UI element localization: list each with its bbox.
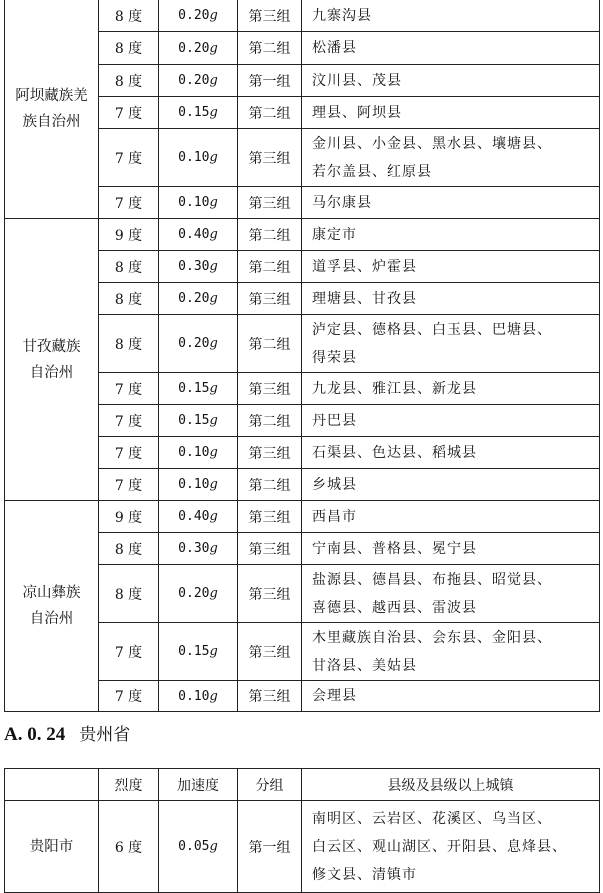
group-cell [238,32,302,65]
intensity-value: 7 度 [114,644,143,661]
intensity-cell [99,373,159,405]
acceleration-cell [159,251,238,283]
group-value: 第二组 [248,227,291,244]
intensity-value: 7 度 [114,689,143,705]
towns-cell [302,533,600,565]
towns-cell [302,405,600,437]
group-cell [238,405,302,437]
acceleration-value: 0.30 [178,541,210,556]
acceleration-cell [159,129,238,187]
intensity-value: 8 度 [114,41,143,57]
towns-cell [302,801,600,893]
intensity-value: 8 度 [114,259,143,276]
acceleration-cell [159,469,238,501]
intensity-cell [99,283,159,315]
acceleration-value: 0.20 [178,73,210,88]
intensity-value: 6 度 [114,839,143,856]
intensity-cell [99,405,159,437]
acceleration-cell [159,801,238,893]
intensity-cell [99,801,159,893]
section-heading [4,720,130,746]
acceleration-unit: g [209,586,218,601]
intensity-cell [99,533,159,565]
intensity-value: 7 度 [114,150,143,167]
acceleration-unit: g [209,150,218,165]
acceleration-cell [159,501,238,533]
header-group: 分组 [238,769,302,801]
acceleration-value: 0.20 [178,40,210,56]
group-value: 第三组 [248,509,291,526]
group-cell [238,65,302,97]
towns-cell [302,0,600,32]
towns-line: 喜德县、越西县、雷波县 [312,599,477,616]
acceleration-cell [159,32,238,65]
intensity-cell [99,251,159,283]
acceleration-value: 0.30 [178,259,210,274]
towns-line: 盐源县、德昌县、布拖县、昭觉县、 [312,571,552,588]
group-value: 第三组 [248,150,291,167]
group-value: 第一组 [248,73,291,90]
acceleration-value: 0.10 [178,195,210,210]
acceleration-value: 0.20 [178,586,210,601]
intensity-value: 7 度 [114,477,143,494]
intensity-value: 9 度 [114,509,143,526]
towns-line: 甘洛县、美姑县 [312,657,417,674]
acceleration-cell [159,405,238,437]
table-body [5,0,600,712]
group-value: 第三组 [248,644,291,661]
header-towns: 县级及县级以上城镇 [302,769,600,801]
towns-cell [302,97,600,129]
region-cell [5,0,99,219]
intensity-value: 7 度 [114,381,143,398]
acceleration-unit: g [209,839,218,854]
acceleration-value: 0.10 [178,150,210,165]
acceleration-unit: g [209,688,218,704]
intensity-cell [99,315,159,373]
towns-line: 松潘县 [312,40,357,56]
acceleration-value: 0.20 [178,291,210,306]
section-number: A. 0. 24 [4,724,66,745]
intensity-cell [99,565,159,623]
header-intensity: 烈度 [99,769,159,801]
acceleration-unit: g [209,541,218,556]
group-value: 第三组 [248,8,291,25]
towns-line: 九龙县、雅江县、新龙县 [312,380,477,397]
acceleration-cell [159,373,238,405]
towns-line: 乡城县 [312,476,357,493]
acceleration-unit: g [209,259,218,274]
towns-line: 马尔康县 [312,194,372,211]
acceleration-value: 0.05 [178,839,210,854]
group-value: 第二组 [248,259,291,276]
acceleration-unit: g [209,477,218,492]
group-cell [238,251,302,283]
towns-line: 汶川县、茂县 [312,72,402,89]
towns-line: 丹巴县 [312,412,357,429]
acceleration-unit: g [209,445,218,460]
group-value: 第二组 [248,41,291,57]
acceleration-value: 0.20 [178,336,210,351]
table-row [5,219,600,251]
towns-cell [302,565,600,623]
acceleration-unit: g [209,381,218,396]
intensity-value: 7 度 [114,413,143,430]
intensity-value: 8 度 [114,586,143,603]
group-cell [238,373,302,405]
acceleration-unit: g [209,195,218,210]
acceleration-cell [159,623,238,681]
acceleration-cell [159,437,238,469]
header-acceleration: 加速度 [159,769,238,801]
towns-line: 白云区、观山湖区、开阳县、息烽县、 [312,838,567,855]
acceleration-unit: g [209,644,218,659]
towns-cell [302,373,600,405]
group-value: 第一组 [248,839,291,856]
acceleration-value: 0.15 [178,644,210,659]
group-value: 第二组 [248,336,291,353]
towns-line: 南明区、云岩区、花溪区、乌当区、 [312,810,552,827]
group-cell [238,219,302,251]
intensity-cell [99,219,159,251]
towns-line: 修文县、清镇市 [312,866,417,883]
acceleration-value: 0.10 [178,477,210,492]
towns-cell [302,251,600,283]
towns-cell [302,187,600,219]
region-name-line: 贵阳市 [29,838,74,855]
header-region [5,769,99,801]
acceleration-unit: g [209,509,218,524]
table-body [5,801,600,893]
group-value: 第二组 [248,477,291,494]
acceleration-unit: g [209,336,218,351]
intensity-cell [99,32,159,65]
group-value: 第三组 [248,541,291,558]
group-value: 第三组 [248,291,291,308]
towns-cell [302,315,600,373]
group-cell [238,565,302,623]
group-value: 第三组 [248,689,291,705]
region-name-line: 阿坝藏族羌 [15,88,88,104]
table-row [5,501,600,533]
towns-cell [302,469,600,501]
group-cell [238,533,302,565]
group-cell [238,801,302,893]
intensity-cell [99,437,159,469]
towns-line: 西昌市 [312,508,357,525]
acceleration-cell [159,65,238,97]
towns-line: 宁南县、普格县、冕宁县 [312,540,477,557]
towns-cell [302,129,600,187]
intensity-cell [99,97,159,129]
group-cell [238,129,302,187]
region-cell [5,801,99,893]
region-name-line: 族自治州 [22,114,81,130]
intensity-value: 8 度 [114,541,143,558]
group-value: 第三组 [248,586,291,603]
acceleration-value: 0.10 [178,445,210,460]
acceleration-cell [159,219,238,251]
group-cell [238,0,302,32]
region-name-line: 自治州 [29,364,74,381]
acceleration-value: 0.20 [178,8,210,23]
table-row [5,0,600,32]
intensity-cell [99,681,159,712]
towns-line: 理塘县、甘孜县 [312,290,417,307]
intensity-cell [99,65,159,97]
towns-line: 会理县 [312,688,357,704]
acceleration-cell [159,565,238,623]
towns-cell [302,219,600,251]
acceleration-cell [159,97,238,129]
group-value: 第三组 [248,381,291,398]
towns-cell [302,623,600,681]
intensity-value: 8 度 [114,8,143,25]
towns-line: 泸定县、德格县、白玉县、巴塘县、 [312,321,552,338]
intensity-value: 9 度 [114,227,143,244]
acceleration-cell [159,533,238,565]
seismic-table-sichuan [4,0,600,712]
acceleration-unit: g [209,40,218,56]
group-cell [238,97,302,129]
group-cell [238,187,302,219]
acceleration-unit: g [209,413,218,428]
intensity-value: 7 度 [114,105,143,122]
group-cell [238,283,302,315]
towns-cell [302,283,600,315]
intensity-cell [99,501,159,533]
group-cell [238,469,302,501]
towns-line: 木里藏族自治县、会东县、金阳县、 [312,629,552,646]
intensity-cell [99,129,159,187]
towns-cell [302,65,600,97]
header-row [5,769,600,801]
seismic-table-guizhou [4,768,600,893]
towns-line: 石渠县、色达县、稻城县 [312,444,477,461]
intensity-value: 8 度 [114,73,143,90]
acceleration-value: 0.15 [178,105,210,120]
intensity-value: 8 度 [114,336,143,353]
acceleration-cell [159,315,238,373]
group-cell [238,681,302,712]
intensity-value: 7 度 [114,445,143,462]
towns-line: 得荣县 [312,349,357,366]
region-cell [5,501,99,712]
group-cell [238,501,302,533]
group-cell [238,437,302,469]
towns-cell [302,32,600,65]
acceleration-value: 0.15 [178,381,210,396]
towns-line: 康定市 [312,226,357,243]
group-cell [238,315,302,373]
region-name-line: 自治州 [29,611,74,627]
intensity-value: 7 度 [114,195,143,212]
region-name-line: 甘孜藏族 [22,338,81,355]
towns-line: 金川县、小金县、黑水县、壤塘县、 [312,135,552,152]
towns-cell [302,437,600,469]
towns-line: 理县、阿坝县 [312,104,402,121]
acceleration-cell [159,681,238,712]
group-cell [238,623,302,681]
region-name-line: 凉山彝族 [22,585,81,601]
acceleration-unit: g [209,8,218,23]
region-cell [5,219,99,501]
intensity-cell [99,623,159,681]
group-value: 第二组 [248,413,291,430]
acceleration-value: 0.40 [178,227,210,242]
group-value: 第三组 [248,195,291,212]
group-value: 第二组 [248,105,291,122]
towns-line: 九寨沟县 [312,7,372,24]
towns-line: 道孚县、炉霍县 [312,258,417,275]
intensity-cell [99,469,159,501]
acceleration-cell [159,0,238,32]
towns-cell [302,681,600,712]
acceleration-cell [159,187,238,219]
section-title: 贵州省 [79,725,131,745]
table-row [5,801,600,893]
acceleration-value: 0.40 [178,509,210,524]
acceleration-value: 0.10 [178,688,210,704]
intensity-value: 8 度 [114,291,143,308]
acceleration-unit: g [209,227,218,242]
intensity-cell [99,187,159,219]
acceleration-unit: g [209,291,218,306]
acceleration-unit: g [209,105,218,120]
acceleration-value: 0.15 [178,413,210,428]
towns-line: 若尔盖县、红原县 [312,163,432,180]
group-value: 第三组 [248,445,291,462]
acceleration-unit: g [209,73,218,88]
towns-cell [302,501,600,533]
acceleration-cell [159,283,238,315]
intensity-cell [99,0,159,32]
